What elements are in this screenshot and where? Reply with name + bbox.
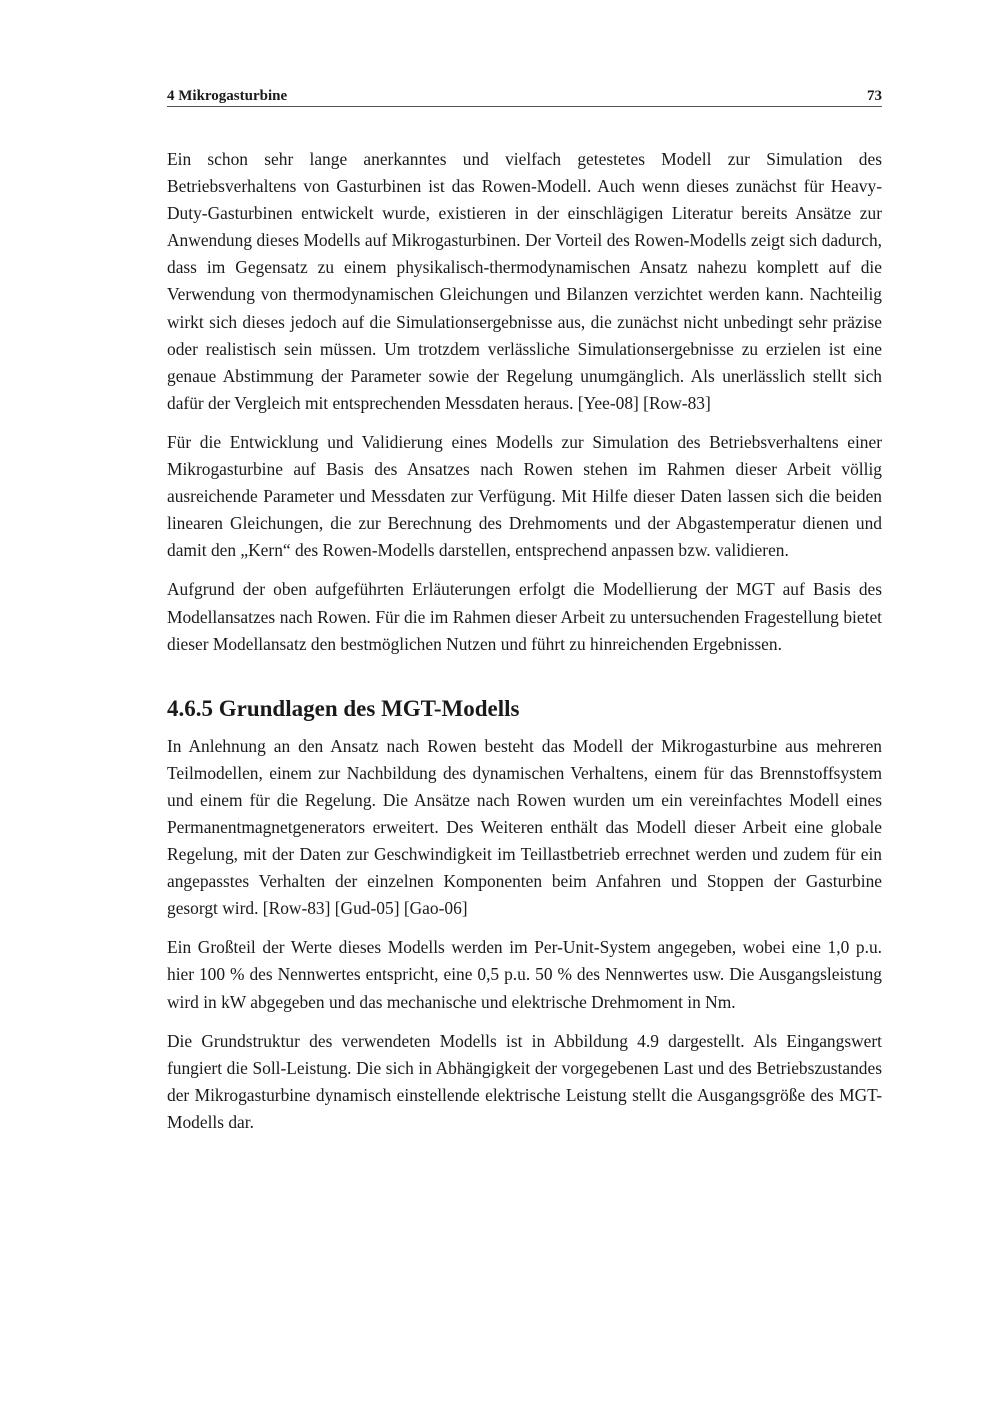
section-heading: 4.6.5 Grundlagen des MGT-Modells <box>167 695 520 721</box>
running-header <box>167 86 882 107</box>
paragraph: Ein schon sehr lange anerkanntes und vielfach getestetes Modell zur Simulation des Betriebsverhaltens von Gasturbinen ist das Rowen-Modell. Auch wenn dieses zunächst für Heavy-Duty-Gasturbinen entwickelt wurde, existieren in der einschlägigen Literatur bereits Ansätze zur Anwendung dieses Modells auf Mikrogasturbinen. Der Vorteil des Rowen-Modells zeigt sich dadurch, dass im Gegensatz zu einem physikalisch-thermodynamischen Ansatz nahezu komplett auf die Verwendung von thermodynamischen Gleichungen und Bilanzen verzichtet werden kann. Nachteilig wirkt sich dieses jedoch auf die Simulationsergebnisse aus, die zunächst nicht unbedingt sehr präzise oder realistisch sein müssen. Um trotzdem verlässliche Simulationsergebnisse zu erzielen ist eine genaue Abstimmung der Parameter sowie der Regelung unumgänglich. Als unerlässlich stellt sich dafür der Vergleich mit entsprechenden Messdaten heraus. [Yee-08] [Row-83] <box>167 149 882 413</box>
paragraph: Aufgrund der oben aufgeführten Erläuterungen erfolgt die Modellierung der MGT auf Basis des Modellansatzes nach Rowen. Für die im Rahmen dieser Arbeit zu untersuchenden Fragestellung bietet dieser Modellansatz den bestmöglichen Nutzen und führt zu hinreichenden Ergebnissen. <box>167 579 882 654</box>
paragraph: Die Grundstruktur des verwendeten Modells ist in Abbildung 4.9 dargestellt. Als Eingangswert fungiert die Soll-Leistung. Die sich in Abhängigkeit der vorgegebenen Last und des Betriebszustandes der Mikrogasturbine dynamisch einstellende elektrische Leistung stellt die Ausgangsgröße des MGT-Modells dar. <box>167 1030 882 1132</box>
chapter-title: 4 Mikrogasturbine <box>167 88 288 104</box>
paragraph: In Anlehnung an den Ansatz nach Rowen besteht das Modell der Mikrogasturbine aus mehreren Teilmodellen, einem zur Nachbildung des dynamischen Verhaltens, einem für das Brennstoffsystem und einem für die Regelung. Die Ansätze nach Rowen wurden um ein vereinfachtes Modell eines Permanentmagnetgenerators erweitert. Des Weiteren enthält das Modell dieser Arbeit eine globale Regelung, mit der Daten zur Geschwindigkeit im Teillastbetrieb errechnet werden und zudem für ein angepasstes Verhalten der einzelnen Komponenten beim Anfahren und Stoppen der Gasturbine gesorgt wird. [Row-83] [Gud-05] [Gao-06] <box>167 735 882 919</box>
page-number: 73 <box>867 88 882 104</box>
body-text <box>167 146 882 1148</box>
paragraph: Für die Entwicklung und Validierung eines Modells zur Simulation des Betriebsverhaltens einer Mikrogasturbine auf Basis des Ansatzes nach Rowen stehen im Rahmen dieser Arbeit völlig ausreichende Parameter und Messdaten zur Verfügung. Mit Hilfe dieser Daten lassen sich die beiden linearen Gleichungen, die zur Berechnung des Drehmoments und der Abgastemperatur dienen und damit den „Kern“ des Rowen-Modells darstellen, entsprechend anpassen bzw. validieren. <box>167 431 882 561</box>
paragraph: Ein Großteil der Werte dieses Modells werden im Per-Unit-System angegeben, wobei eine 1,0 p.u. hier 100 % des Nennwertes entspricht, eine 0,5 p.u. 50 % des Nennwertes usw. Die Ausgangsleistung wird in kW abgegeben und das mechanische und elektrische Drehmoment in Nm. <box>167 937 882 1012</box>
